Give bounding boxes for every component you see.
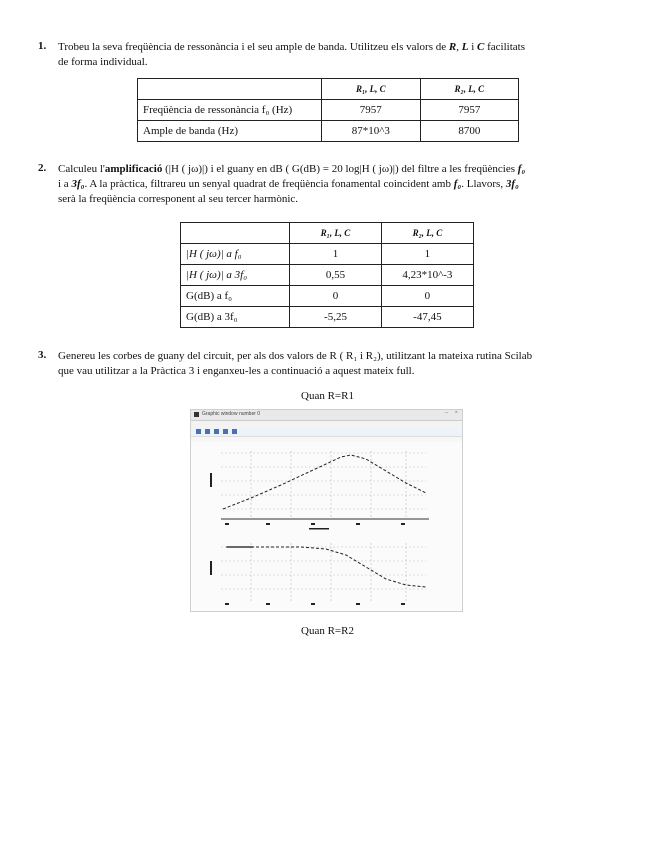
q3-text-line2: que vau utilitzar a la Pràctica 3 i enganxeu-les a continuació a aquest mateix full.	[58, 365, 415, 377]
q2-text-a: Calculeu l'	[58, 163, 105, 175]
x-tick	[401, 603, 405, 605]
table-amplification	[180, 222, 474, 328]
table-header-cell	[181, 223, 290, 244]
upper-plot-grid	[221, 451, 426, 518]
table-cell: 0,55	[290, 265, 382, 286]
q2-3f0-b: 3f₀	[505, 178, 519, 190]
plot-menubar	[191, 421, 462, 428]
zoom-icon[interactable]	[196, 429, 201, 434]
question-3-text	[58, 349, 618, 379]
q1-symbol-r: R	[448, 41, 457, 53]
table-cell: 4,23*10^-3	[381, 265, 473, 286]
table-header-cell: R₁, L, C	[290, 223, 382, 244]
table-cell: -5,25	[290, 307, 382, 328]
caption-r1: Quan R=R1	[301, 390, 354, 402]
table-resonance	[137, 78, 519, 142]
question-3	[38, 349, 618, 379]
table-cell: 8700	[420, 121, 518, 142]
q2-text-line2-c: . Llavors,	[461, 178, 506, 190]
x-tick	[311, 603, 315, 605]
question-2-text	[58, 162, 618, 207]
window-icon	[194, 412, 199, 417]
q2-text-line2-b: . A la pràctica, filtrareu un senyal quadrat de freqüència fonamental coincident amb	[84, 178, 454, 190]
table-cell: |H ( jω)| a 3f₀	[181, 265, 290, 286]
x-tick	[311, 523, 315, 525]
q1-text-b: facilitats	[484, 41, 525, 53]
datatip-icon[interactable]	[223, 429, 228, 434]
q1-text-a: Trobeu la seva freqüència de ressonància i el seu ample de banda. Utilitzeu els valors de	[58, 41, 449, 53]
lower-plot-y-label	[210, 561, 212, 575]
table-header-cell: R₂, L, C	[420, 79, 518, 100]
table-cell: Freqüència de ressonància f₀ (Hz)	[138, 100, 322, 121]
table-row	[138, 121, 519, 142]
plot-status-strip	[191, 437, 462, 442]
upper-plot-x-label	[309, 528, 329, 530]
lower-phase-curve	[226, 547, 426, 587]
table-cell: G(dB) a 3f₀	[181, 307, 290, 328]
table-cell: 7957	[420, 100, 518, 121]
plot-window-titlebar	[191, 410, 462, 421]
question-1-number: 1.	[38, 40, 47, 52]
table-cell: 87*10^3	[321, 121, 420, 142]
table-cell: |H ( jω)| a f₀	[181, 244, 290, 265]
close-icon[interactable]: ×	[454, 410, 458, 416]
upper-plot-ticks	[210, 473, 405, 530]
table-row	[181, 265, 474, 286]
upper-plot-y-label	[210, 473, 212, 487]
x-tick	[225, 523, 229, 525]
table-cell: 0	[290, 286, 382, 307]
x-tick	[356, 603, 360, 605]
table-header-cell	[138, 79, 322, 100]
q1-symbol-l: L	[461, 41, 469, 53]
table-header-row	[181, 223, 474, 244]
table-row	[181, 286, 474, 307]
edit-icon[interactable]	[232, 429, 237, 434]
q1-text-line2: de forma individual.	[58, 56, 148, 68]
gain-plot-screenshot	[190, 409, 463, 612]
table-cell: 0	[381, 286, 473, 307]
q2-f0: f₀	[517, 163, 526, 175]
question-2	[38, 162, 618, 207]
plot-toolbar	[191, 428, 462, 437]
x-tick	[225, 603, 229, 605]
question-1-text	[58, 40, 618, 70]
table-cell: -47,45	[381, 307, 473, 328]
plot-window-title: Graphic window number 0	[202, 411, 261, 417]
table-header-cell: R₁, L, C	[321, 79, 420, 100]
q2-bold-word: amplificació	[104, 163, 163, 175]
lower-plot-ticks	[210, 561, 405, 605]
q2-f0-b: f₀	[453, 178, 462, 190]
table-cell: 1	[381, 244, 473, 265]
table-cell: G(dB) a f₀	[181, 286, 290, 307]
x-tick	[356, 523, 360, 525]
table-row	[138, 100, 519, 121]
question-3-number: 3.	[38, 349, 47, 361]
gain-plot-graphics	[191, 443, 462, 609]
q2-text-b: (|H ( jω)|) i el guany en dB ( G(dB) = 20 log|H ( jω)|) del filtre a les freqüències	[162, 163, 518, 175]
question-1	[38, 40, 618, 70]
q1-sep1: ,	[456, 41, 462, 53]
table-cell: 7957	[321, 100, 420, 121]
table-cell: 1	[290, 244, 382, 265]
q1-sep2: i	[468, 41, 478, 53]
q2-3f0: 3f₀	[71, 178, 85, 190]
q2-text-line2-a: i a	[58, 178, 72, 190]
table-cell: Ample de banda (Hz)	[138, 121, 322, 142]
q1-symbol-c: C	[477, 41, 485, 53]
minimize-icon[interactable]: –	[445, 410, 448, 416]
question-2-number: 2.	[38, 162, 47, 174]
lower-plot-grid	[221, 543, 426, 601]
table-row	[181, 244, 474, 265]
q2-text-line3: serà la freqüència corresponent al seu tercer harmònic.	[58, 193, 299, 205]
x-tick	[401, 523, 405, 525]
upper-gain-curve	[223, 455, 426, 509]
table-header-cell: R₂, L, C	[381, 223, 473, 244]
pan-icon[interactable]	[214, 429, 219, 434]
rotate-icon[interactable]	[205, 429, 210, 434]
table-row	[181, 307, 474, 328]
q3-text-line1: Genereu les corbes de guany del circuit, per als dos valors de R ( R₁ i R₂), utilitzant la mateixa rutina Scilab	[58, 350, 533, 362]
table-header-row	[138, 79, 519, 100]
caption-r2: Quan R=R2	[301, 625, 354, 637]
x-tick	[266, 603, 270, 605]
x-tick	[266, 523, 270, 525]
